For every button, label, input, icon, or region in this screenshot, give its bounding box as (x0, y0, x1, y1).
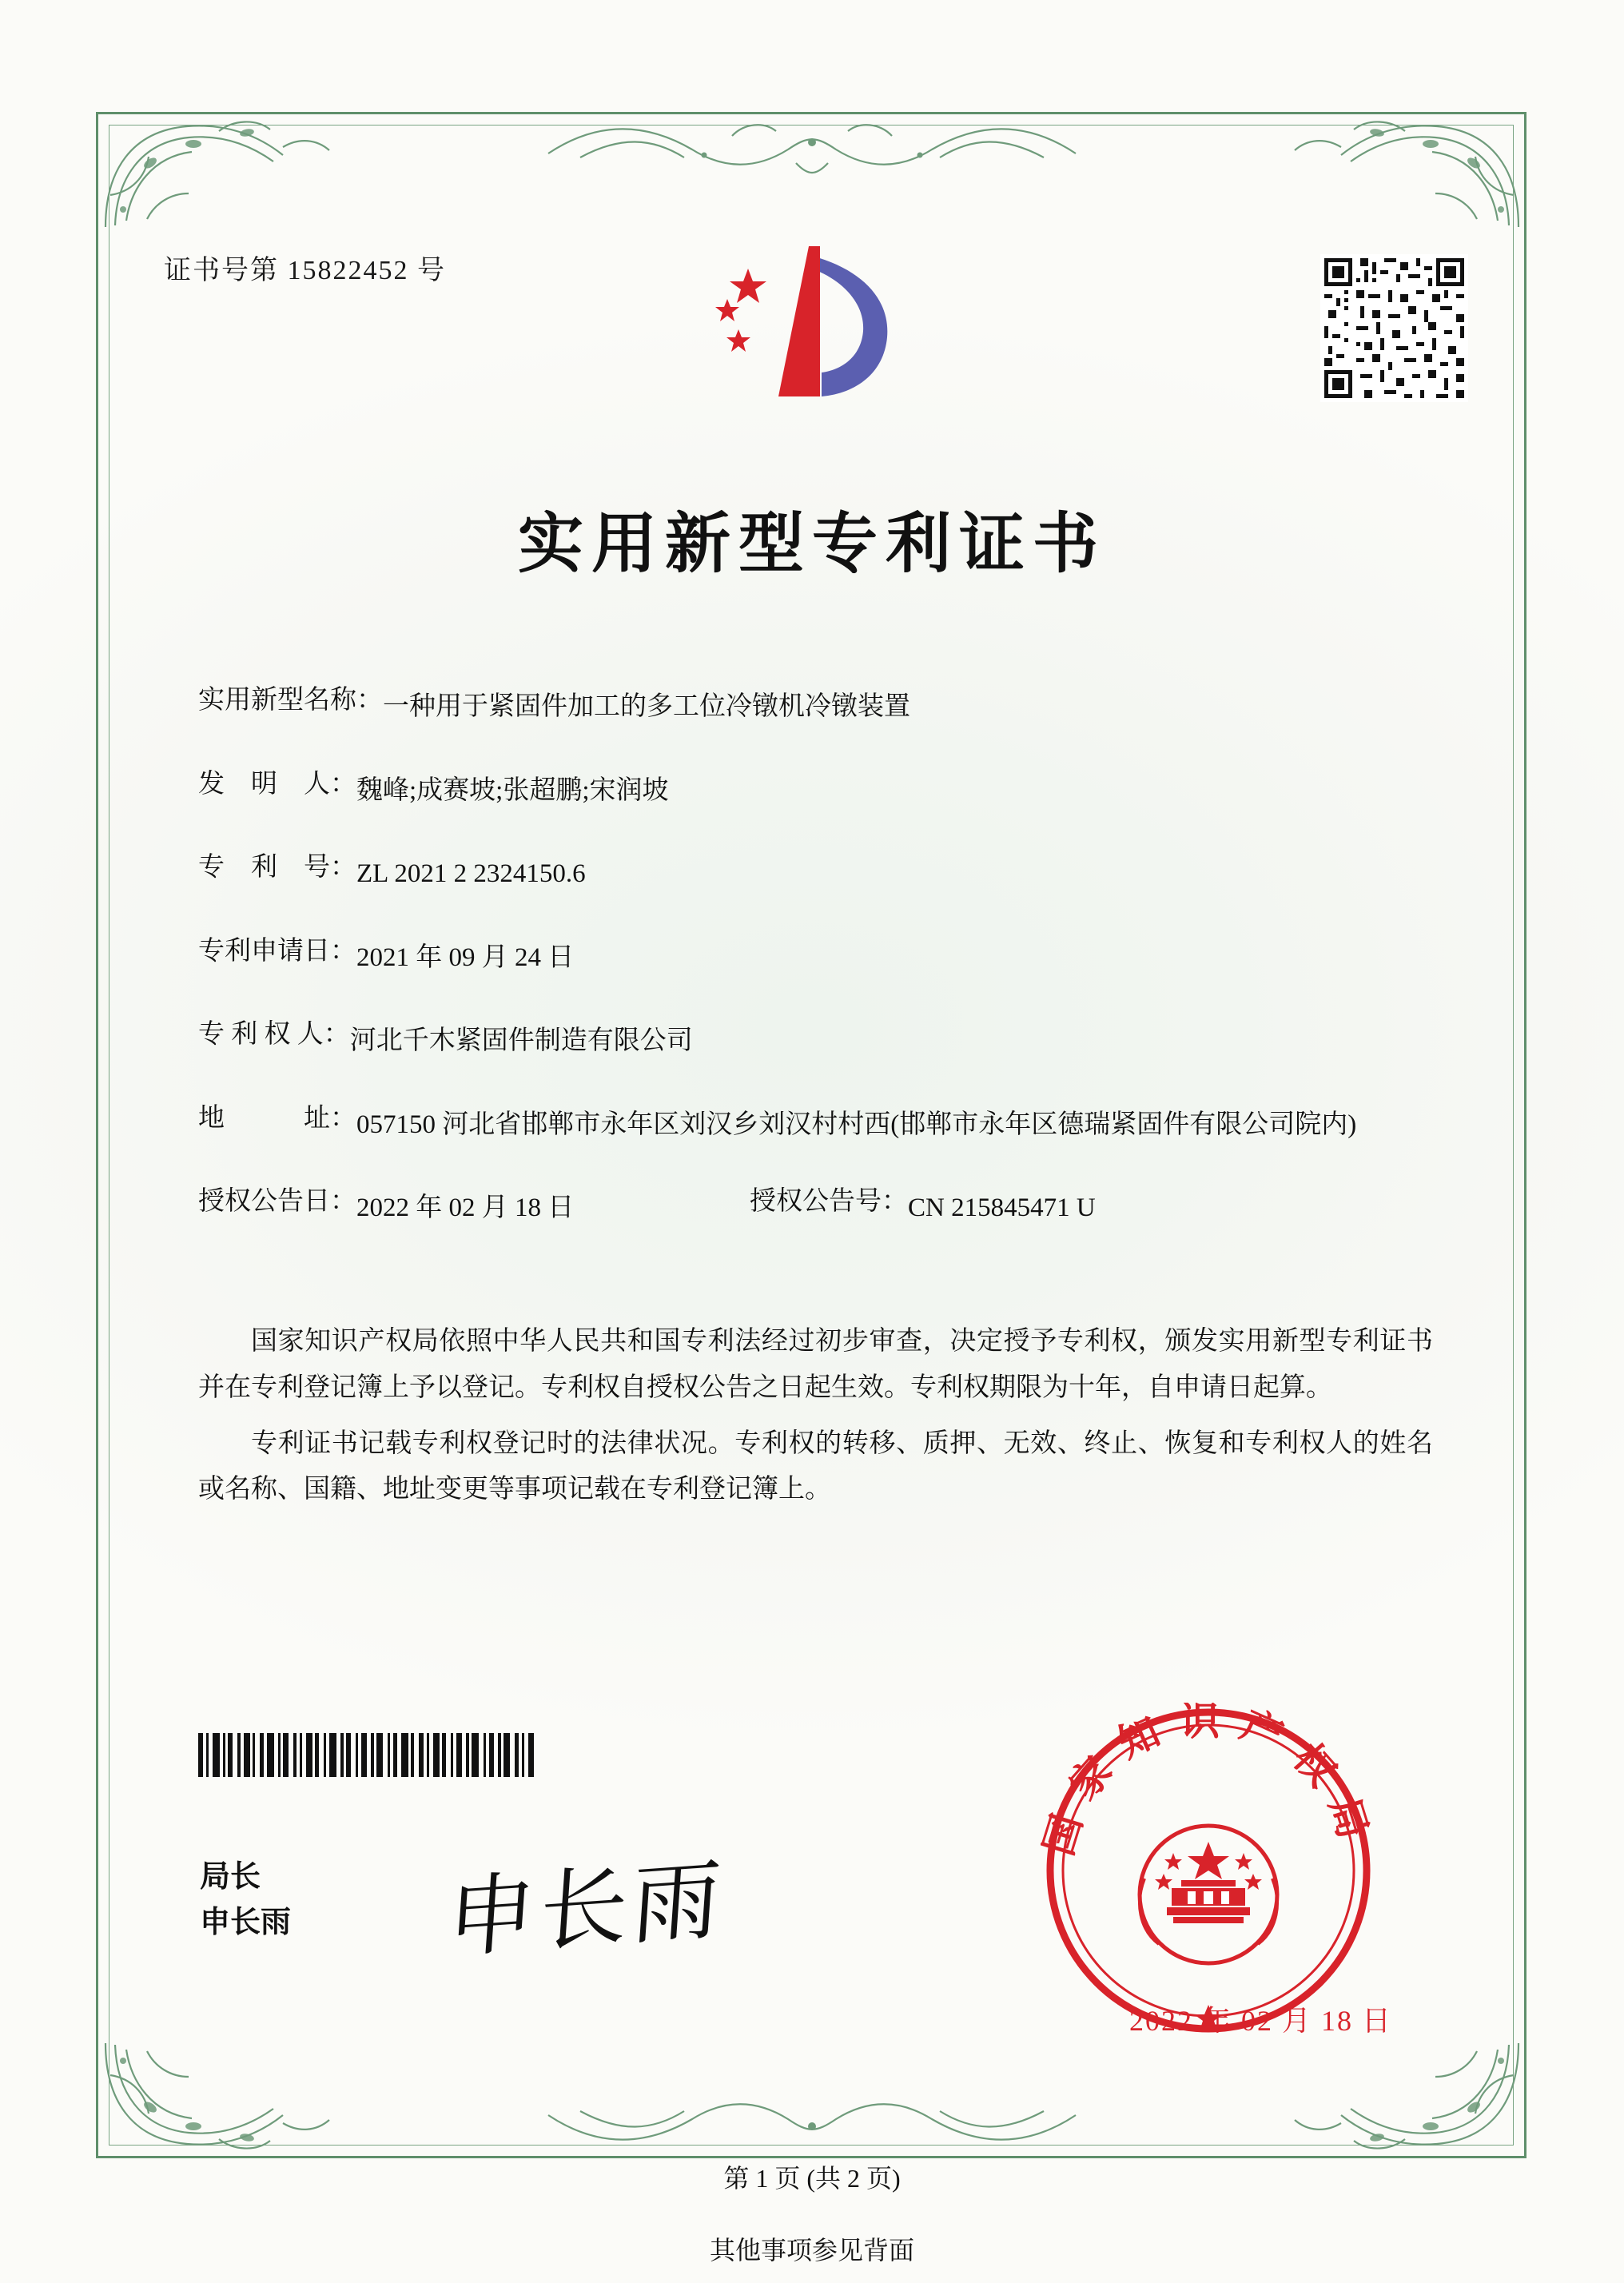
paragraph-2: 专利证书记载专利权登记时的法律状况。专利权的转移、质押、无效、终止、恢复和专利权人的姓名或名称、国籍、地址变更等事项记载在专利登记簿上。 (198, 1428, 1433, 1504)
handwritten-signature: 申长雨 (444, 1851, 729, 1969)
field-list (198, 687, 1429, 1261)
field-patentee (198, 1022, 1429, 1062)
field-value: ZL 2021 2 2324150.6 (356, 859, 586, 888)
director-name: 申长雨 (200, 1906, 292, 1939)
field-label: 地 址： (198, 1103, 356, 1133)
qr-code (1320, 254, 1468, 402)
director-title: 局长 (200, 1860, 261, 1894)
field-label: 专利申请日： (198, 936, 356, 966)
body-text (198, 1319, 1433, 1523)
field-application-date (198, 938, 1429, 978)
page-title: 实用新型专利证书 (517, 508, 1106, 580)
field-value: 一种用于紧固件加工的多工位冷镦机冷镦装置 (383, 692, 910, 721)
field-label: 专 利 号： (198, 853, 356, 882)
field-utility-model-name (198, 687, 1429, 727)
field-value: 2021 年 09 月 24 日 (356, 942, 575, 972)
field-value: 河北千木紧固件制造有限公司 (349, 1026, 693, 1055)
paragraph-1: 国家知识产权局依照中华人民共和国专利法经过初步审查，决定授予专利权，颁发实用新型专利证书并在专利登记簿上予以登记。专利权自授权公告之日起生效。专利权期限为十年，自申请日起算。 (198, 1327, 1433, 1402)
field-patent-number (198, 855, 1429, 894)
field-inventors (198, 771, 1429, 811)
page-number: 第 1 页 (共 2 页) (723, 2164, 901, 2193)
field-value: CN 215845471 U (908, 1193, 1096, 1222)
field-label: 授权公告日： (198, 1187, 356, 1216)
field-label: 实用新型名称： (198, 686, 383, 715)
back-note: 其他事项参见背面 (709, 2236, 914, 2265)
svg-text:国家知识产权局: 国家知识产权局 (1041, 1703, 1376, 1861)
field-publication-row (198, 1189, 1429, 1229)
director-block (200, 1855, 291, 1946)
field-publication-number (750, 1189, 1096, 1229)
field-label: 专 利 权 人： (198, 1020, 350, 1049)
seal-date: 2022 年 02 月 18 日 (1128, 2005, 1392, 2037)
field-label: 发 明 人： (198, 769, 356, 799)
certificate-number: 证书号第 15822452 号 (164, 256, 446, 285)
official-seal (1041, 1703, 1376, 2038)
field-publication-date (198, 1189, 750, 1229)
barcode (198, 1733, 630, 1777)
field-value: 057150 河北省邯郸市永年区刘汉乡刘汉村村西(邯郸市永年区德瑞紧固件有限公司院内) (356, 1110, 1357, 1139)
field-address (198, 1103, 1429, 1145)
field-value: 魏峰;成赛坡;张超鹏;宋润坡 (356, 775, 669, 805)
cnipa-logo (692, 232, 932, 424)
field-value: 2022 年 02 月 18 日 (356, 1193, 575, 1222)
field-label: 授权公告号： (750, 1187, 908, 1216)
